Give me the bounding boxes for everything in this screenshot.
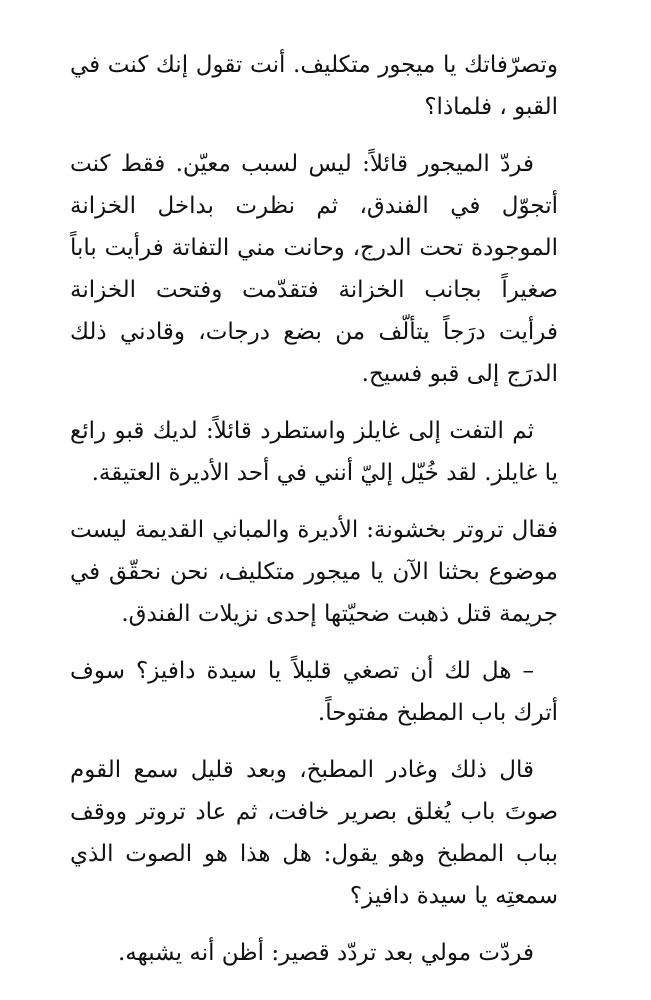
paragraph-7: فردّت مولي بعد تردّد قصير: أظن أنه يشبهه. xyxy=(117,940,534,966)
paragraph-1: وتصرّفاتك يا ميجور متكليف. أنت تقول إنك كنت في القبو ، فلماذا؟ xyxy=(70,52,558,120)
paragraph-5: – هل لك أن تصغي قليلاً يا سيدة دافيز؟ سوف أترك باب المطبخ مفتوحاً. xyxy=(70,658,558,726)
paragraph-2: فردّ الميجور قائلاً: ليس لسبب معيّن. فقط كنت أتجوّل في الفندق، ثم نظرت بداخل الخزانة الموجودة تحت الدرج، وحانت مني التفاتة فرأيت باباً صغيراً بجانب الخزانة فتقدّمت وفتحت الخزانة فرأيت درَجاً يتألّف من بضع درجات، وقادني ذلك الدرَج إلى قبو فسيح. xyxy=(70,151,558,387)
paragraph-6: قال ذلك وغادر المطبخ، وبعد قليل سمع القوم صوتَ باب يُغلق بصرير خافت، ثم عاد تروتر ووقف بباب المطبخ وهو يقول: هل هذا هو الصوت الذي سمعتِه يا سيدة دافيز؟ xyxy=(70,757,558,909)
paragraph-4: فقال تروتر بخشونة: الأديرة والمباني القديمة ليست موضوع بحثنا الآن يا ميجور متكليف، نحن نحقّق في جريمة قتل ذهبت ضحيّتها إحدى نزيلات الفندق. xyxy=(70,517,558,627)
book-page-text xyxy=(70,44,558,989)
paragraph-3: ثم التفت إلى غايلز واستطرد قائلاً: لديك قبو رائع يا غايلز. لقد خُيّل إليّ أنني في أحد الأديرة العتيقة. xyxy=(70,418,558,486)
